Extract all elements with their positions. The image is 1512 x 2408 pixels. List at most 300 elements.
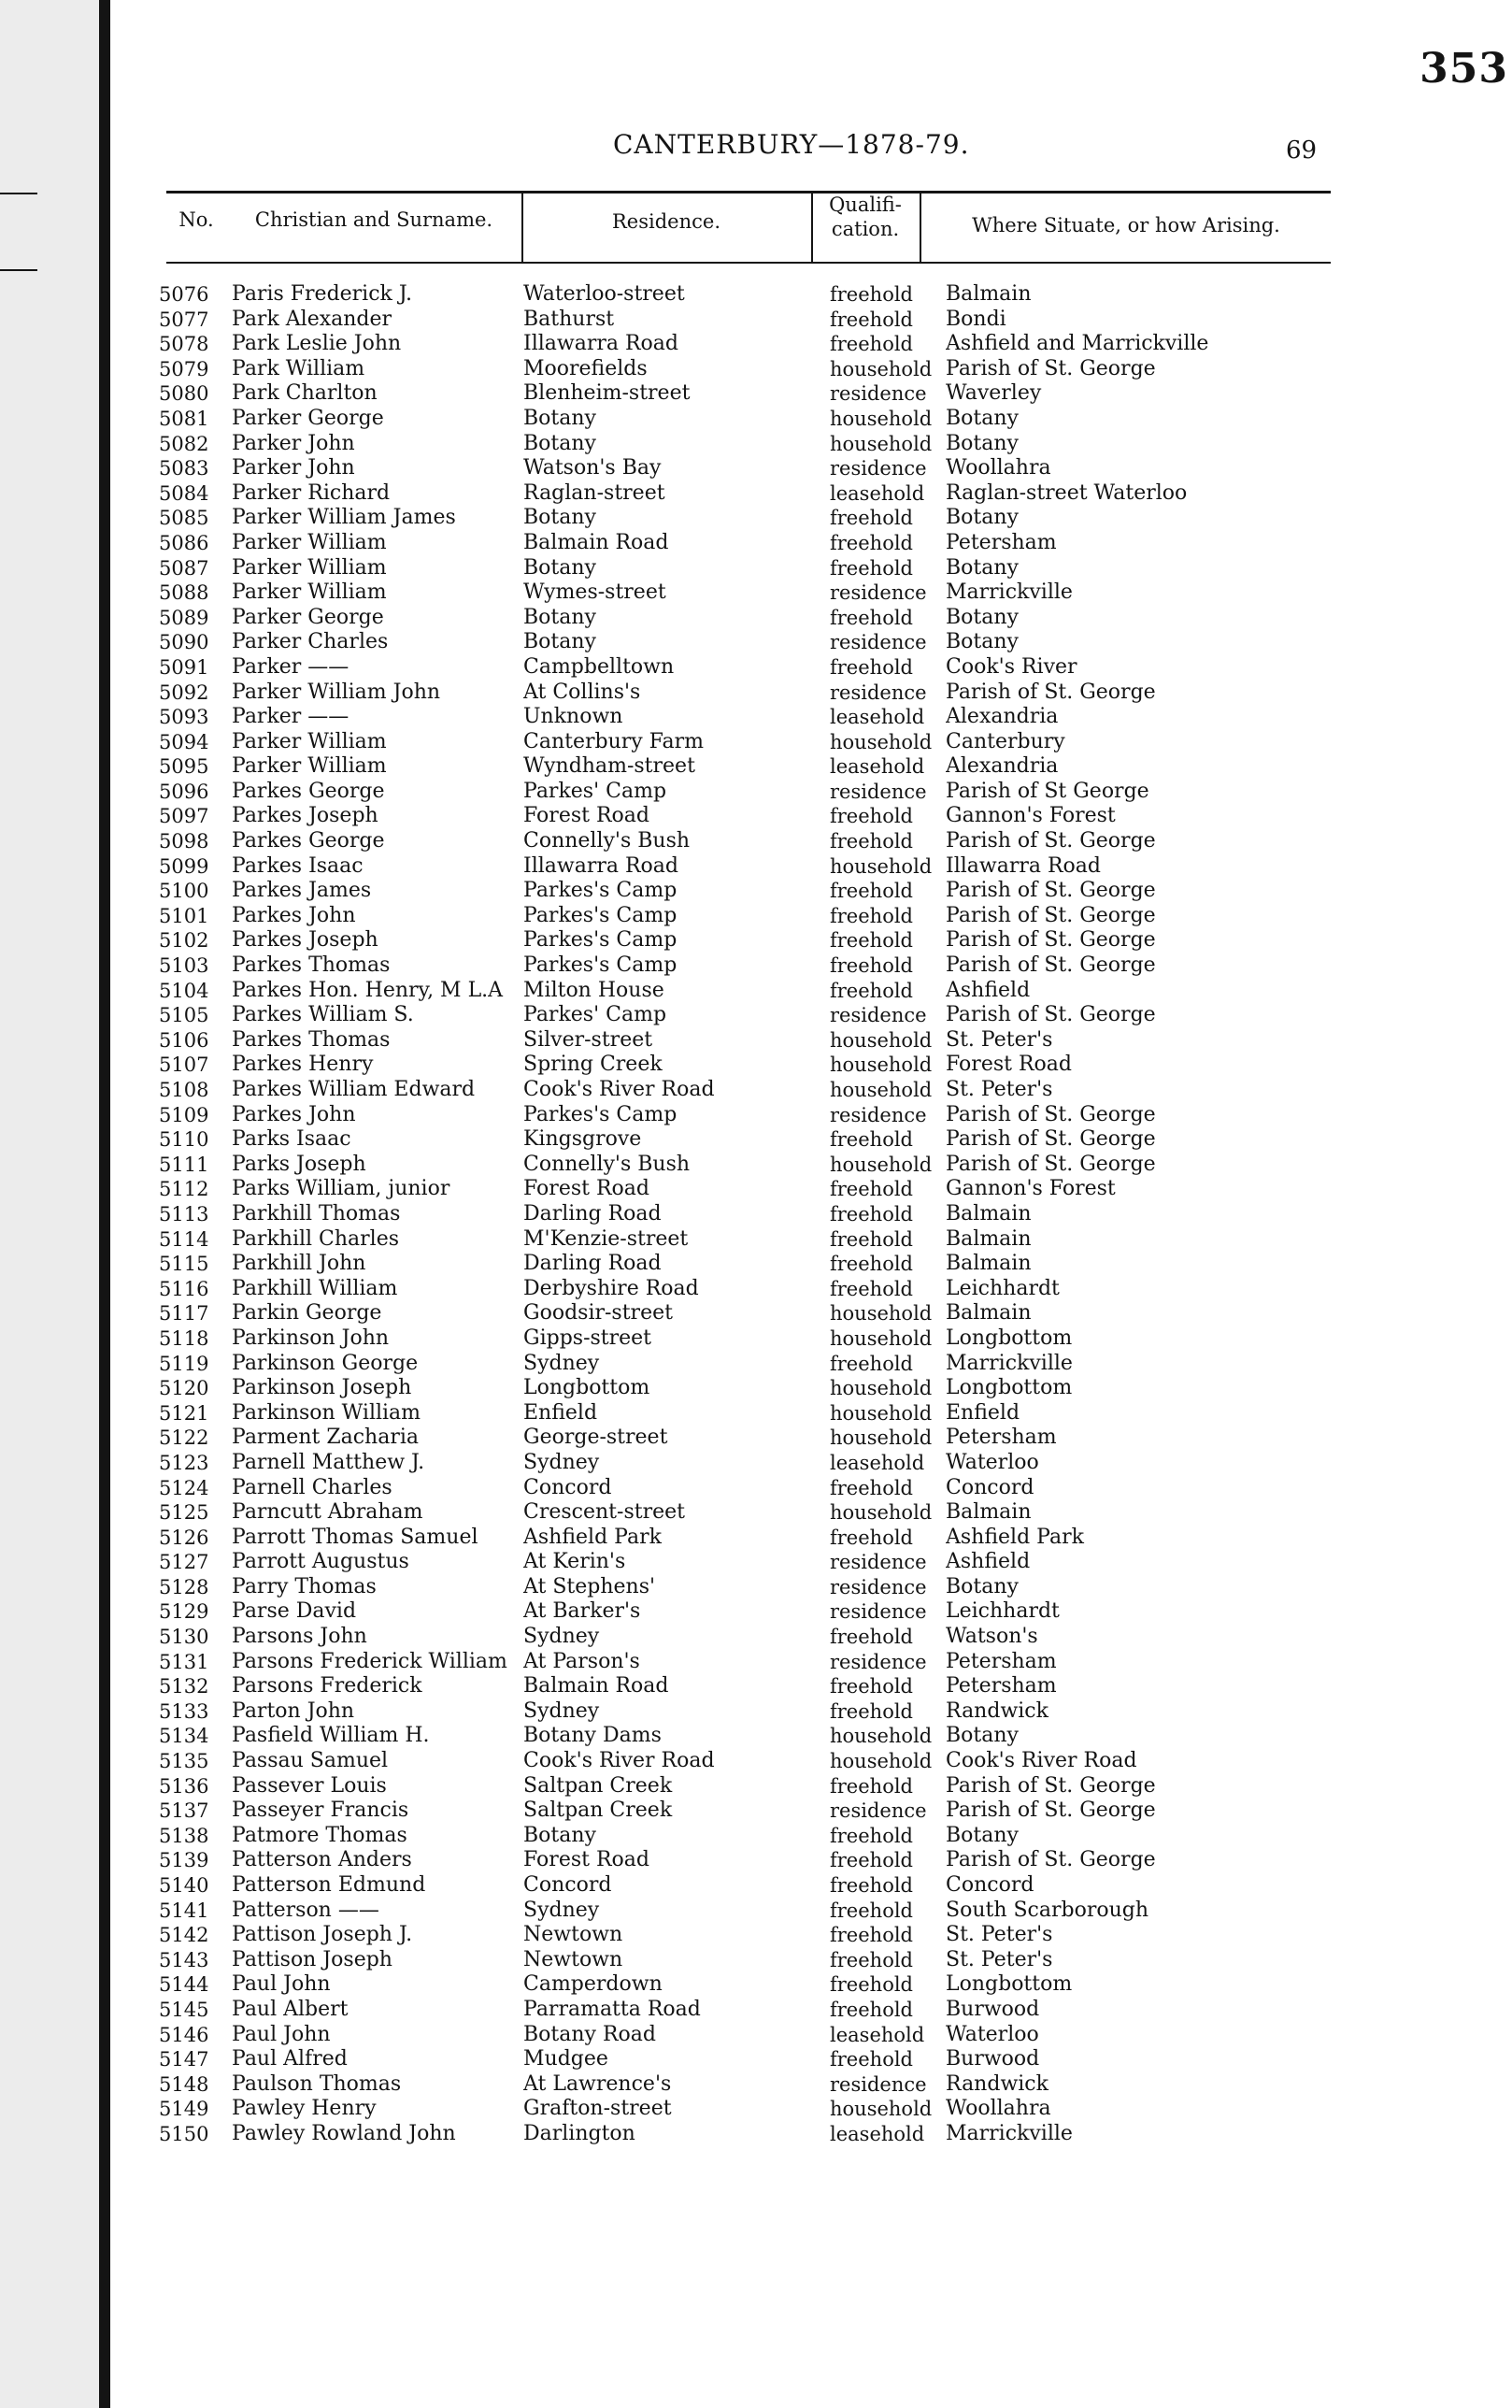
where-situate: Parish of St. George <box>946 928 1156 953</box>
where-situate: Burwood <box>946 2047 1040 2071</box>
entry-number: 5146 <box>159 2023 209 2046</box>
table-row <box>159 1500 1327 1526</box>
table-row <box>159 630 1327 655</box>
qualification: freehold <box>830 1227 913 1251</box>
table-row <box>159 1972 1327 1998</box>
residence: Botany <box>523 1823 596 1847</box>
where-situate: Botany <box>946 506 1019 530</box>
where-situate: Parish of St. George <box>946 1799 1156 1823</box>
qualification: household <box>830 1302 933 1326</box>
entry-number: 5079 <box>159 357 209 380</box>
residence: At Parson's <box>523 1649 640 1673</box>
entry-number: 5080 <box>159 382 209 406</box>
qualification: freehold <box>830 333 913 356</box>
voter-name: Parkes Thomas <box>232 953 391 978</box>
header-qualification: Qualifi- cation. <box>829 194 902 240</box>
entry-number: 5107 <box>159 1054 209 1077</box>
table-row <box>159 2122 1327 2147</box>
qualification: freehold <box>830 1874 913 1897</box>
voter-name: Parker George <box>232 605 384 629</box>
entry-number: 5102 <box>159 929 209 953</box>
qualification: freehold <box>830 1626 913 1649</box>
table-row <box>159 606 1327 631</box>
residence: Parkes' Camp <box>523 1003 667 1027</box>
residence: Cook's River Road <box>523 1749 715 1773</box>
voter-name: Parkes Henry <box>232 1053 374 1077</box>
where-situate: Ashfield Park <box>946 1525 1084 1549</box>
where-situate: Botany <box>946 406 1019 430</box>
entry-number: 5083 <box>159 457 209 480</box>
entry-number: 5133 <box>159 1699 209 1723</box>
residence: Newtown <box>523 1923 623 1947</box>
where-situate: Waterloo <box>946 2022 1039 2046</box>
voter-name: Parment Zacharia <box>232 1426 420 1450</box>
voter-name: Parker —— <box>232 705 349 729</box>
voter-name: Parkin George <box>232 1301 382 1326</box>
table-row <box>159 1451 1327 1476</box>
where-situate: Balmain <box>946 1301 1032 1326</box>
where-situate: Gannon's Forest <box>946 1177 1116 1201</box>
residence: Grafton-street <box>523 2097 672 2121</box>
voter-name: Parker William <box>232 729 387 753</box>
entry-number: 5113 <box>159 1202 209 1226</box>
table-row <box>159 1824 1327 1849</box>
roll-entries <box>159 282 1327 2147</box>
voter-name: Parkes George <box>232 779 385 803</box>
table-row <box>159 1476 1327 1501</box>
table-row <box>159 1526 1327 1551</box>
entry-number: 5104 <box>159 979 209 1002</box>
table-row <box>159 681 1327 706</box>
where-situate: Marrickville <box>946 1351 1073 1375</box>
table-row <box>159 1650 1327 1675</box>
residence: Concord <box>523 1475 612 1499</box>
where-situate: Balmain <box>946 1201 1032 1226</box>
table-row <box>159 804 1327 829</box>
table-row <box>159 2023 1327 2048</box>
qualification: freehold <box>830 1774 913 1798</box>
qualification: residence <box>830 780 927 803</box>
residence: Goodsir-street <box>523 1301 673 1326</box>
entry-number: 5129 <box>159 1600 209 1624</box>
voter-name: Paul Albert <box>232 1997 349 2021</box>
where-situate: Balmain <box>946 1500 1032 1525</box>
residence: Saltpan Creek <box>523 1773 673 1798</box>
table-row <box>159 928 1327 953</box>
qualification: residence <box>830 457 927 480</box>
residence: Wymes-street <box>523 580 666 605</box>
table-row <box>159 2047 1327 2072</box>
residence: At Kerin's <box>523 1550 626 1574</box>
where-situate: Botany <box>946 1823 1019 1847</box>
qualification: freehold <box>830 283 913 306</box>
qualification: freehold <box>830 1849 913 1872</box>
voter-name: Parker Charles <box>232 630 389 654</box>
where-situate: Canterbury <box>946 729 1065 753</box>
qualification: household <box>830 1750 933 1773</box>
qualification: freehold <box>830 2048 913 2071</box>
residence: Spring Creek <box>523 1053 663 1077</box>
voter-name: Parnell Charles <box>232 1475 392 1499</box>
voter-name: Parker John <box>232 431 355 455</box>
voter-name: Park Alexander <box>232 307 392 331</box>
header-residence: Residence. <box>612 210 720 233</box>
table-row <box>159 1301 1327 1326</box>
entry-number: 5127 <box>159 1551 209 1574</box>
table-row <box>159 1078 1327 1103</box>
where-situate: Parish of St. George <box>946 1848 1156 1872</box>
entry-number: 5149 <box>159 2098 209 2121</box>
voter-name: Parker John <box>232 456 355 480</box>
qualification: leasehold <box>830 2023 925 2046</box>
entry-number: 5101 <box>159 904 209 927</box>
entry-number: 5092 <box>159 681 209 704</box>
residence: Sydney <box>523 1351 600 1375</box>
where-situate: Leichhardt <box>946 1599 1060 1624</box>
table-row <box>159 1550 1327 1575</box>
voter-name: Parkhill John <box>232 1252 366 1276</box>
table-row <box>159 332 1327 357</box>
table-row <box>159 531 1327 556</box>
residence: Raglan-street <box>523 480 665 505</box>
qualification: freehold <box>830 1699 913 1723</box>
where-situate: Woollahra <box>946 456 1051 480</box>
entry-number: 5134 <box>159 1725 209 1748</box>
qualification: freehold <box>830 606 913 629</box>
voter-name: Parry Thomas <box>232 1574 377 1598</box>
where-situate: Petersham <box>946 1649 1057 1673</box>
residence: Canterbury Farm <box>523 729 704 753</box>
table-row <box>159 381 1327 407</box>
where-situate: Watson's <box>946 1625 1038 1649</box>
where-situate: Parish of St. George <box>946 680 1156 704</box>
where-situate: South Scarborough <box>946 1898 1149 1922</box>
table-row <box>159 1749 1327 1774</box>
where-situate: St. Peter's <box>946 1027 1053 1052</box>
residence: Mudgee <box>523 2047 608 2071</box>
qualification: household <box>830 432 933 455</box>
table-row <box>159 1401 1327 1426</box>
voter-name: Parkhill William <box>232 1276 398 1300</box>
voter-name: Pawley Henry <box>232 2097 377 2121</box>
residence: Parkes' Camp <box>523 779 667 803</box>
running-title: CANTERBURY—1878-79. <box>613 129 970 160</box>
residence: Milton House <box>523 978 664 1002</box>
qualification: household <box>830 854 933 878</box>
qualification: residence <box>830 1575 927 1598</box>
page-edge <box>99 0 110 2408</box>
voter-name: Parrott Augustus <box>232 1550 409 1574</box>
qualification: leasehold <box>830 1451 925 1474</box>
where-situate: Longbottom <box>946 1326 1073 1350</box>
entry-number: 5144 <box>159 1973 209 1997</box>
entry-number: 5111 <box>159 1153 209 1176</box>
table-row <box>159 1699 1327 1725</box>
residence: Moorefields <box>523 356 648 380</box>
voter-name: Parkes John <box>232 903 356 927</box>
voter-name: Parks Isaac <box>232 1127 351 1152</box>
qualification: leasehold <box>830 706 925 729</box>
entry-number: 5132 <box>159 1675 209 1698</box>
entry-number: 5086 <box>159 531 209 554</box>
qualification: freehold <box>830 1824 913 1847</box>
table-row <box>159 1277 1327 1302</box>
residence: Sydney <box>523 1625 600 1649</box>
where-situate: Botany <box>946 1724 1019 1748</box>
entry-number: 5115 <box>159 1253 209 1276</box>
voter-name: Paul Alfred <box>232 2047 348 2071</box>
where-situate: Randwick <box>946 2071 1048 2096</box>
where-situate: Alexandria <box>946 705 1059 729</box>
table-row <box>159 506 1327 531</box>
voter-name: Patterson —— <box>232 1898 379 1922</box>
table-row <box>159 1899 1327 1924</box>
where-situate: Balmain <box>946 1226 1032 1251</box>
where-situate: Cook's River Road <box>946 1749 1137 1773</box>
entry-number: 5082 <box>159 432 209 455</box>
where-situate: Enfield <box>946 1400 1020 1425</box>
residence: Forest Road <box>523 1177 649 1201</box>
entry-number: 5150 <box>159 2122 209 2145</box>
residence: Derbyshire Road <box>523 1276 699 1300</box>
voter-name: Parkhill Thomas <box>232 1201 401 1226</box>
qualification: residence <box>830 2072 927 2096</box>
header-rule-top <box>166 191 1331 194</box>
entry-number: 5117 <box>159 1302 209 1326</box>
voter-name: Passever Louis <box>232 1773 387 1798</box>
where-situate: Balmain <box>946 282 1032 306</box>
table-row <box>159 1724 1327 1749</box>
voter-name: Parkhill Charles <box>232 1226 400 1251</box>
entry-number: 5077 <box>159 308 209 331</box>
entry-number: 5122 <box>159 1426 209 1450</box>
entry-number: 5098 <box>159 830 209 853</box>
table-row <box>159 556 1327 581</box>
electoral-roll-table <box>159 282 1327 2147</box>
header-name: Christian and Surname. <box>254 208 493 231</box>
entry-number: 5076 <box>159 283 209 306</box>
voter-name: Parkinson John <box>232 1326 390 1350</box>
entry-number: 5126 <box>159 1526 209 1549</box>
voter-name: Parks Joseph <box>232 1152 366 1176</box>
table-row <box>159 1599 1327 1625</box>
residence: Botany <box>523 555 596 580</box>
residence: Bathurst <box>523 307 615 331</box>
entry-number: 5123 <box>159 1451 209 1474</box>
entry-number: 5145 <box>159 1998 209 2021</box>
voter-name: Patmore Thomas <box>232 1823 407 1847</box>
voter-name: Paul John <box>232 1972 331 1997</box>
table-row <box>159 705 1327 730</box>
table-row <box>159 655 1327 681</box>
voter-name: Parkes James <box>232 879 372 903</box>
qualification: freehold <box>830 904 913 927</box>
residence: Camperdown <box>523 1972 663 1997</box>
entry-number: 5106 <box>159 1028 209 1052</box>
table-row <box>159 1923 1327 1948</box>
table-row <box>159 580 1327 606</box>
where-situate: St. Peter's <box>946 1078 1053 1101</box>
table-row <box>159 1053 1327 1078</box>
residence: Parkes's Camp <box>523 928 678 953</box>
qualification: leasehold <box>830 481 925 505</box>
qualification: freehold <box>830 1899 913 1922</box>
voter-name: Parkes John <box>232 1102 356 1126</box>
table-row <box>159 481 1327 507</box>
entry-number: 5105 <box>159 1004 209 1027</box>
where-situate: Parish of St. George <box>946 356 1156 380</box>
qualification: freehold <box>830 1998 913 2021</box>
where-situate: Marrickville <box>946 580 1073 605</box>
residence: Botany Dams <box>523 1724 662 1748</box>
voter-name: Parton John <box>232 1698 355 1723</box>
column-divider <box>521 191 523 264</box>
entry-number: 5110 <box>159 1128 209 1152</box>
voter-name: Parkes William Edward <box>232 1078 476 1101</box>
where-situate: Waverley <box>946 381 1042 406</box>
voter-name: Parkes Hon. Henry, M L.A <box>232 978 504 1002</box>
entry-number: 5078 <box>159 333 209 356</box>
residence: Darling Road <box>523 1201 662 1226</box>
qualification: household <box>830 1153 933 1176</box>
entry-number: 5128 <box>159 1575 209 1598</box>
voter-name: Park William <box>232 356 365 380</box>
voter-name: Parker George <box>232 406 384 430</box>
residence: Botany Road <box>523 2022 656 2046</box>
residence: Parramatta Road <box>523 1997 701 2021</box>
table-row <box>159 1003 1327 1028</box>
residence: Watson's Bay <box>523 456 662 480</box>
stamped-page-number: 353 <box>1419 45 1508 93</box>
header-where: Where Situate, or how Arising. <box>972 214 1280 236</box>
voter-name: Pattison Joseph J. <box>232 1923 413 1947</box>
residence: Sydney <box>523 1698 600 1723</box>
table-row <box>159 1625 1327 1650</box>
where-situate: Ashfield <box>946 1550 1031 1574</box>
where-situate: Botany <box>946 630 1019 654</box>
table-row <box>159 730 1327 755</box>
entry-number: 5138 <box>159 1824 209 1847</box>
table-row <box>159 2097 1327 2122</box>
qualification: freehold <box>830 1202 913 1226</box>
where-situate: Parish of St. George <box>946 953 1156 978</box>
voter-name: Parsons Frederick William <box>232 1649 507 1673</box>
qualification: household <box>830 1054 933 1077</box>
residence: Longbottom <box>523 1376 650 1400</box>
book-binding-margin <box>0 0 110 2408</box>
column-divider <box>920 191 921 264</box>
where-situate: Parish of St. George <box>946 1152 1156 1176</box>
entry-number: 5089 <box>159 606 209 629</box>
binding-mark <box>0 269 37 271</box>
entry-number: 5087 <box>159 556 209 580</box>
voter-name: Park Charlton <box>232 381 378 406</box>
residence: Enfield <box>523 1400 598 1425</box>
header-rule-bottom <box>166 262 1331 264</box>
voter-name: Parker William <box>232 555 387 580</box>
entry-number: 5141 <box>159 1899 209 1922</box>
table-row <box>159 1426 1327 1451</box>
entry-number: 5136 <box>159 1774 209 1798</box>
residence: Unknown <box>523 705 623 729</box>
residence: Parkes's Camp <box>523 953 678 978</box>
voter-name: Paris Frederick J. <box>232 282 412 306</box>
table-row <box>159 1326 1327 1352</box>
where-situate: Burwood <box>946 1997 1040 2021</box>
qualification: household <box>830 1426 933 1450</box>
where-situate: Cook's River <box>946 654 1077 679</box>
entry-number: 5140 <box>159 1874 209 1897</box>
entry-number: 5103 <box>159 954 209 978</box>
voter-name: Pasfield William H. <box>232 1724 430 1748</box>
entry-number: 5120 <box>159 1377 209 1400</box>
entry-number: 5081 <box>159 407 209 430</box>
qualification: freehold <box>830 929 913 953</box>
entry-number: 5135 <box>159 1750 209 1773</box>
entry-number: 5093 <box>159 706 209 729</box>
qualification: freehold <box>830 954 913 978</box>
residence: Darlington <box>523 2121 635 2145</box>
entry-number: 5131 <box>159 1650 209 1673</box>
voter-name: Patterson Edmund <box>232 1873 426 1897</box>
voter-name: Parker William <box>232 580 387 605</box>
residence: Illawarra Road <box>523 332 678 356</box>
qualification: household <box>830 407 933 430</box>
voter-name: Parkes Isaac <box>232 853 364 878</box>
residence: Silver-street <box>523 1027 653 1052</box>
where-situate: Petersham <box>946 1674 1057 1698</box>
entry-number: 5121 <box>159 1401 209 1425</box>
table-row <box>159 953 1327 979</box>
residence: At Lawrence's <box>523 2071 672 2096</box>
qualification: leasehold <box>830 755 925 779</box>
qualification: freehold <box>830 1277 913 1300</box>
qualification: household <box>830 1028 933 1052</box>
entry-number: 5094 <box>159 730 209 753</box>
entry-number: 5143 <box>159 1948 209 1971</box>
table-row <box>159 456 1327 481</box>
where-situate: Raglan-street Waterloo <box>946 480 1188 505</box>
residence: At Barker's <box>523 1599 641 1624</box>
qualification: freehold <box>830 1128 913 1152</box>
voter-name: Parker Richard <box>232 480 391 505</box>
where-situate: Alexandria <box>946 754 1059 779</box>
residence: At Collins's <box>523 680 641 704</box>
table-row <box>159 1103 1327 1128</box>
voter-name: Parse David <box>232 1599 357 1624</box>
qualification: residence <box>830 1004 927 1027</box>
entry-number: 5088 <box>159 581 209 605</box>
qualification: residence <box>830 1799 927 1823</box>
qualification: freehold <box>830 556 913 580</box>
qualification: residence <box>830 581 927 605</box>
residence: Kingsgrove <box>523 1127 642 1152</box>
voter-name: Pawley Rowland John <box>232 2121 456 2145</box>
header-no: No. <box>178 208 214 231</box>
residence: Botany <box>523 406 596 430</box>
table-row <box>159 1252 1327 1277</box>
table-row <box>159 1799 1327 1824</box>
voter-name: Parkes Joseph <box>232 928 378 953</box>
qualification: residence <box>830 681 927 704</box>
table-row <box>159 1352 1327 1377</box>
where-situate: Concord <box>946 1475 1034 1499</box>
table-row <box>159 282 1327 308</box>
voter-name: Parnell Matthew J. <box>232 1450 425 1474</box>
voter-name: Parsons Frederick <box>232 1674 422 1698</box>
table-row <box>159 1177 1327 1202</box>
page-number: 69 <box>1286 136 1318 165</box>
